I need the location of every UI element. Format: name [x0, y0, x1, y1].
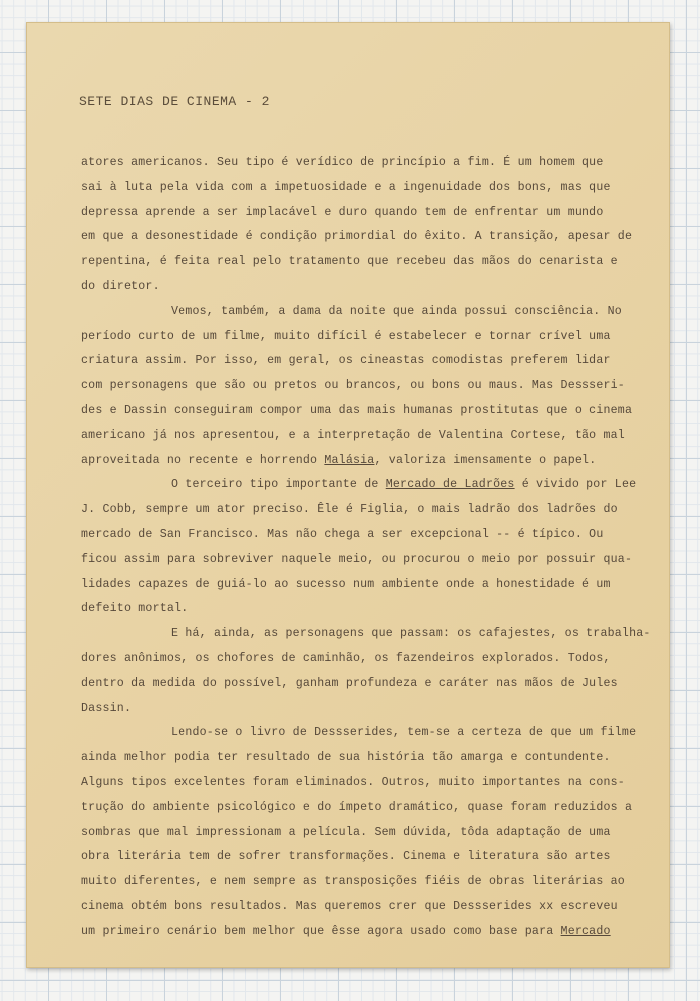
text-line [81, 250, 663, 275]
text-segment: com personagens que são ou pretos ou brancos, ou bons ou maus. Mas Dessseri- [81, 379, 625, 393]
text-segment: Alguns tipos excelentes foram eliminados. Outros, muito importantes na cons- [81, 775, 625, 789]
text-segment: ainda melhor podia ter resultado de sua história tão amarga e contundente. [81, 751, 611, 765]
text-line [81, 597, 663, 622]
page-header: SETE DIAS DE CINEMA - 2 [79, 94, 270, 109]
text-segment: dentro da medida do possível, ganham profundeza e caráter nas mãos de Jules [81, 676, 618, 690]
text-segment: em que a desonestidade é condição primordial do êxito. A transição, apesar de [81, 230, 633, 244]
text-segment: criatura assim. Por isso, em geral, os cineastas comodistas preferem lidar [81, 354, 611, 368]
text-segment: Lendo-se o livro de Dessserides, tem-se a certeza de que um filme [171, 726, 637, 740]
text-segment: E há, ainda, as personagens que passam: os cafajestes, os trabalha- [171, 627, 651, 641]
text-line [81, 622, 663, 647]
text-line [81, 697, 663, 722]
text-segment: O terceiro tipo importante de [171, 478, 386, 492]
text-line [81, 473, 663, 498]
text-line [81, 548, 663, 573]
text-segment: sai à luta pela vida com a impetuosidade e a ingenuidade dos bons, mas que [81, 180, 611, 194]
text-segment: repentina, é feita real pelo tratamento que recebeu das mãos do cenarista e [81, 255, 618, 269]
text-segment: atores americanos. Seu tipo é verídico de princípio a fim. É um homem que [81, 156, 604, 169]
text-line [81, 845, 663, 870]
text-line [81, 201, 663, 226]
text-segment: obra literária tem de sofrer transformações. Cinema e literatura são artes [81, 850, 611, 864]
text-segment: aproveitada no recente e horrendo [81, 453, 325, 467]
text-line [81, 424, 663, 449]
text-segment: é vivido por Lee [514, 478, 637, 492]
text-line [81, 573, 663, 598]
text-segment: dores anônimos, os chofores de caminhão, os fazendeiros explorados. Todos, [81, 651, 611, 665]
text-segment: Dassin. [81, 701, 132, 715]
text-segment: Vemos, também, a dama da noite que ainda possui consciência. No [171, 304, 622, 318]
text-line [81, 374, 663, 399]
text-line [81, 746, 663, 771]
text-segment: ficou assim para sobreviver naquele meio, ou procurou o meio por possuir qua- [81, 552, 633, 566]
text-line [81, 151, 663, 176]
text-segment: período curto de um filme, muito difícil é estabelecer e tornar crível uma [81, 329, 611, 343]
text-line [81, 176, 663, 201]
text-line [81, 275, 663, 300]
text-segment: des e Dassin conseguiram compor uma das mais humanas prostitutas que o cinema [81, 403, 633, 417]
text-line [81, 821, 663, 846]
text-segment: americano já nos apresentou, e a interpretação de Valentina Cortese, tão mal [81, 428, 625, 442]
text-line [81, 796, 663, 821]
text-line [81, 325, 663, 350]
underlined-title: Mercado [560, 924, 611, 938]
text-line [81, 449, 663, 474]
underlined-title: Mercado de Ladrões [385, 478, 515, 492]
underlined-title: Malásia [324, 453, 375, 467]
text-line [81, 771, 663, 796]
text-segment: do diretor. [81, 279, 160, 293]
text-line [81, 349, 663, 374]
text-line [81, 300, 663, 325]
text-line [81, 225, 663, 250]
text-line [81, 672, 663, 697]
text-segment: defeito mortal. [81, 602, 189, 616]
text-segment: mercado de San Francisco. Mas não chega a ser excepcional -- é típico. Ou [81, 527, 604, 541]
text-line [81, 721, 663, 746]
page-body-text [81, 151, 663, 945]
text-segment: depressa aprende a ser implacável e duro quando tem de enfrentar um mundo [81, 205, 604, 219]
typewritten-page [26, 22, 670, 968]
text-line [81, 647, 663, 672]
text-line [81, 895, 663, 920]
text-segment: cinema obtém bons resultados. Mas queremos crer que Dessserides xx escreveu [81, 899, 618, 913]
text-segment: um primeiro cenário bem melhor que êsse agora usado como base para [81, 924, 561, 938]
text-segment: sombras que mal impressionam a película. Sem dúvida, tôda adaptação de uma [81, 825, 611, 839]
text-line [81, 870, 663, 895]
text-segment: trução do ambiente psicológico e do ímpeto dramático, quase foram reduzidos a [81, 800, 633, 814]
text-line [81, 399, 663, 424]
text-segment: muito diferentes, e nem sempre as transposições fiéis de obras literárias ao [81, 875, 625, 889]
text-line [81, 523, 663, 548]
text-line [81, 498, 663, 523]
text-segment: J. Cobb, sempre um ator preciso. Êle é Figlia, o mais ladrão dos ladrões do [81, 503, 618, 517]
text-segment: , valoriza imensamente o papel. [374, 453, 597, 467]
text-line [81, 920, 663, 945]
text-segment: lidades capazes de guiá-lo ao sucesso num ambiente onde a honestidade é um [81, 577, 611, 591]
